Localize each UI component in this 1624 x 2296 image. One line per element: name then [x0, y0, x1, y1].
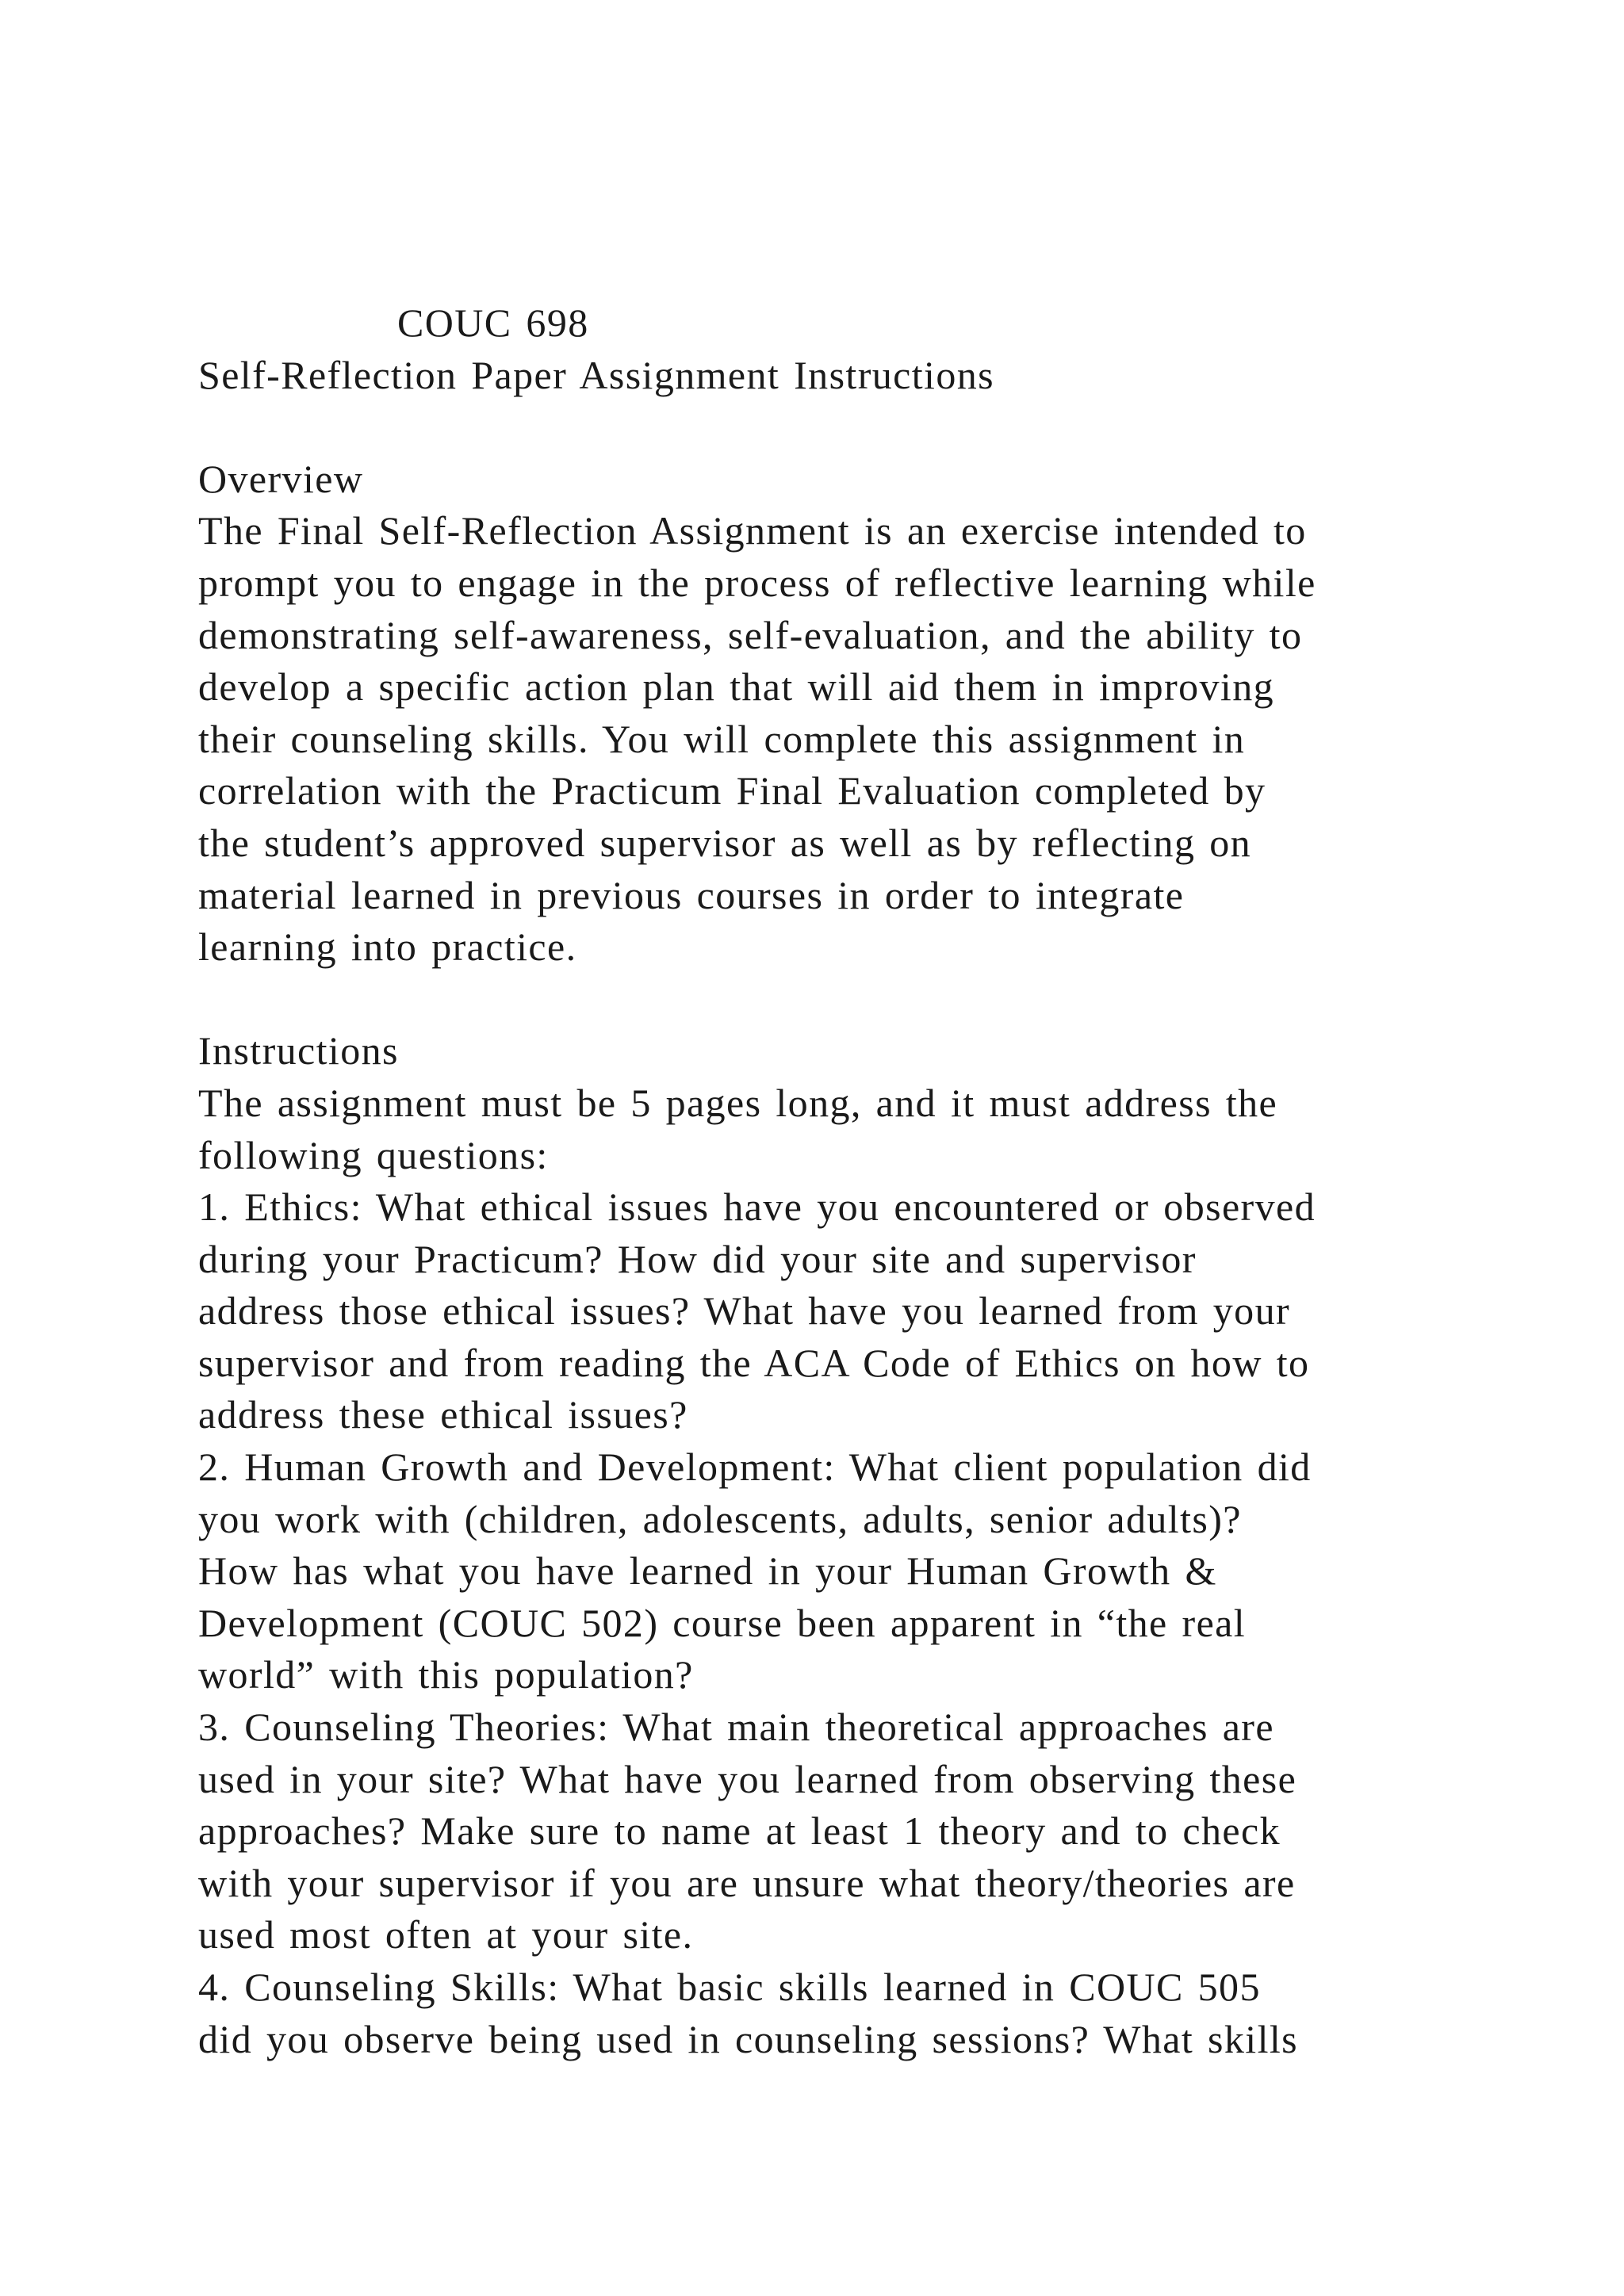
overview-line: material learned in previous courses in order to integrate: [198, 872, 1185, 917]
instructions-line: 1. Ethics: What ethical issues have you encountered or observed: [198, 1184, 1316, 1230]
instructions-line: 3. Counseling Theories: What main theoretical approaches are: [198, 1705, 1274, 1750]
instructions-line: used most often at your site.: [198, 1912, 694, 1957]
instructions-line: with your supervisor if you are unsure what theory/theories are: [198, 1860, 1296, 1905]
instructions-line: address those ethical issues? What have you learned from your: [198, 1288, 1291, 1334]
overview-line: develop a specific action plan that will aid them in improving: [198, 664, 1275, 710]
instructions-line: following questions:: [198, 1132, 549, 1177]
overview-line: their counseling skills. You will complete this assignment in: [198, 716, 1246, 761]
instructions-line: approaches? Make sure to name at least 1 theory and to check: [198, 1808, 1281, 1854]
instructions-line: used in your site? What have you learned from observing these: [198, 1756, 1297, 1801]
instructions-line: you work with (children, adolescents, adults, senior adults)?: [198, 1496, 1242, 1541]
instructions-line: during your Practicum? How did your site and supervisor: [198, 1236, 1197, 1281]
instructions-line: 2. Human Growth and Development: What client population did: [198, 1445, 1312, 1490]
instructions-line: 4. Counseling Skills: What basic skills learned in COUC 505: [198, 1965, 1261, 2009]
instructions-line: world” with this population?: [198, 1652, 694, 1697]
instructions-line: Development (COUC 502) course been apparent in “the real: [198, 1600, 1247, 1645]
overview-heading: Overview: [198, 456, 364, 501]
instructions-heading: Instructions: [198, 1028, 399, 1073]
overview-line: prompt you to engage in the process of reflective learning while: [198, 560, 1316, 605]
overview-line: learning into practice.: [198, 924, 577, 970]
instructions-line: The assignment must be 5 pages long, and it must address the: [198, 1080, 1278, 1125]
overview-line: demonstrating self-awareness, self-evaluation, and the ability to: [198, 612, 1303, 657]
overview-line: the student’s approved supervisor as well as by reflecting on: [198, 820, 1252, 865]
paragraph-spacer: [198, 974, 1530, 1026]
paragraph-spacer: [198, 401, 1530, 453]
document-body: [198, 297, 1530, 2065]
instructions-line: How has what you have learned in your Human Growth &: [198, 1548, 1217, 1594]
instructions-line: address these ethical issues?: [198, 1392, 688, 1437]
overview-line: The Final Self-Reflection Assignment is an exercise intended to: [198, 508, 1307, 553]
instructions-line: did you observe being used in counseling sessions? What skills: [198, 2016, 1299, 2061]
course-code: COUC 698: [397, 300, 589, 345]
instructions-line: supervisor and from reading the ACA Code of Ethics on how to: [198, 1340, 1310, 1385]
document-title: Self-Reflection Paper Assignment Instructions: [198, 352, 995, 397]
overview-line: correlation with the Practicum Final Evaluation completed by: [198, 768, 1266, 813]
